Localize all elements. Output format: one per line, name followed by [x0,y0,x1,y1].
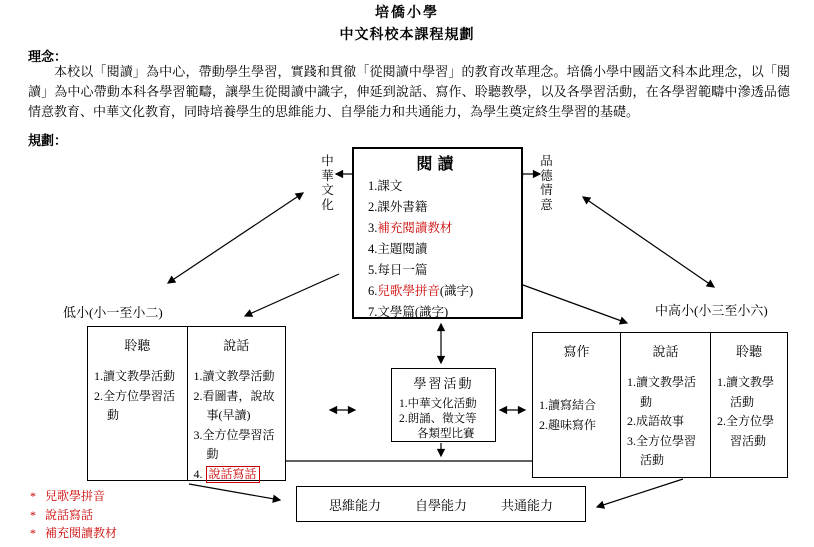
list-item [627,373,707,412]
list-item [368,197,521,218]
list-item [194,387,283,426]
list-item [717,373,784,412]
text-segment: 2.看圖書，說故事(早讀) [193,388,275,422]
ability-label: 自學能力 [414,497,467,513]
column-items [535,396,618,435]
abilities-box [296,486,586,522]
list-item [539,396,617,416]
column-items [90,367,185,426]
column-items [713,373,785,451]
ability-label: 思維能力 [328,497,381,513]
arrow-reading-to-senior [523,285,627,323]
senior-group-label: 中高小(小三至小六) [655,303,768,318]
highlight-boxed-term: 說話寫話 [206,466,260,483]
text-segment: 3. [368,221,378,235]
column-listening [88,327,187,480]
text-segment: 6. [368,284,378,298]
arrow-junior-culture [168,193,303,283]
senior-group-box [532,332,788,478]
learning-activities-title: 學習活動 [413,376,474,391]
list-item [368,260,521,281]
list-item [368,176,521,197]
column-speaking [620,333,710,477]
arrow-reading-to-junior [245,274,339,316]
text-segment: 3.全方位學習活動 [627,433,697,467]
column-writing [533,333,620,477]
junior-group-label: 低小(小一至小二) [63,305,163,320]
text-segment: 補充閱讀教材 [377,221,453,235]
column-header: 說話 [223,338,250,353]
philosophy-paragraph: 本校以「閱讀」為中心，帶動學生學習，實踐和貫徹「從閱讀中學習」的教育改革理念。培僑小學中國語文科本此理念，以「閱讀」為中心帶動本科各學習範疇，讓學生從閱讀中識字，伸延到說話、寫作、聆聽教學，以及各學習活動，在各學習範疇中滲透品德情意教育、中華文化教育，同時培養學生的思維能力、自學能力和共通能力，為學生奠定終生學習的基礎。 [28,64,790,119]
text-segment: 1.課文 [368,179,403,193]
text-segment: 4. [193,466,206,481]
learning-activities-items [392,397,495,442]
list-item [627,432,707,471]
footnote-text: 補充閱讀教材 [45,526,118,540]
column-header: 聆聽 [124,338,151,353]
junior-group-box [87,326,286,481]
plan-label: 規劃： [28,133,68,148]
list-item [539,416,617,436]
activity-line: 各類型比賽 [417,428,475,440]
footnote-bullet: * [30,507,36,522]
column-header: 說話 [652,344,679,359]
list-item [368,302,521,323]
footnotes [30,487,117,543]
list-item [368,239,521,260]
activity-line: 1.中華文化活動 [399,398,477,410]
text-segment: 1.讀文教學活動 [717,375,775,409]
ability-label: 共通能力 [501,497,554,513]
activity-line: 2.朗誦、徵文等 [399,413,477,425]
list-item [627,412,707,432]
list-item [368,281,521,302]
text-segment: (識字) [439,284,474,298]
reading-box-items [368,176,521,323]
column-header: 聆聽 [735,344,762,359]
footnote-item [30,487,117,506]
doc-subtitle: 中文科校本課程規劃 [339,28,475,43]
column-header: 寫作 [563,344,590,359]
label-chinese-culture: 中華文化 [321,154,334,212]
learning-activities-box [391,368,496,442]
footnote-text: 說話寫話 [45,507,94,522]
text-segment: 5.每日一篇 [368,263,428,277]
list-item [194,367,283,387]
arrow-moral-senior [583,197,714,287]
list-item [717,412,784,451]
text-segment: 1.讀寫結合 [539,398,597,412]
text-segment: 2.成語故事 [627,414,685,428]
text-segment: 1.讀文教學活動 [627,375,697,409]
footnote-item [30,506,117,525]
list-item [194,465,283,485]
list-item [94,387,184,426]
footnote-item [30,524,117,543]
text-segment: 2.全方位學習活動 [717,414,775,448]
reading-box-title: 閱讀 [416,156,459,173]
doc-title: 培僑小學 [375,6,439,21]
text-segment: 4.主題閱讀 [368,242,428,256]
footnote-text: 兒歌學拼音 [45,489,106,503]
list-item [194,426,283,465]
arrow-senior-to-abilities [597,479,683,507]
column-listening [710,333,787,477]
column-items [623,373,708,471]
list-item [94,367,184,387]
text-segment: 3.全方位學習活動 [193,427,275,461]
arrow-junior-to-abilities [189,484,280,500]
text-segment: 2.課外書籍 [368,200,428,214]
footnote-bullet: * [30,526,36,540]
list-item [368,218,521,239]
footnote-bullet: * [30,489,36,503]
text-segment: 兒歌學拼音 [377,284,440,298]
text-segment: 1.讀文教學活動 [94,369,176,383]
text-segment: 7.文學篇(識字) [368,305,449,319]
reading-box [352,147,523,319]
text-segment: 2.趣味寫作 [539,417,597,432]
label-moral-affection: 品德情意 [540,154,553,212]
text-segment: 1.讀文教學活動 [193,369,275,383]
column-items [190,367,284,484]
column-speaking [187,327,286,480]
text-segment: 2.全方位學習活動 [94,388,176,422]
philosophy-label: 理念： [28,49,68,64]
